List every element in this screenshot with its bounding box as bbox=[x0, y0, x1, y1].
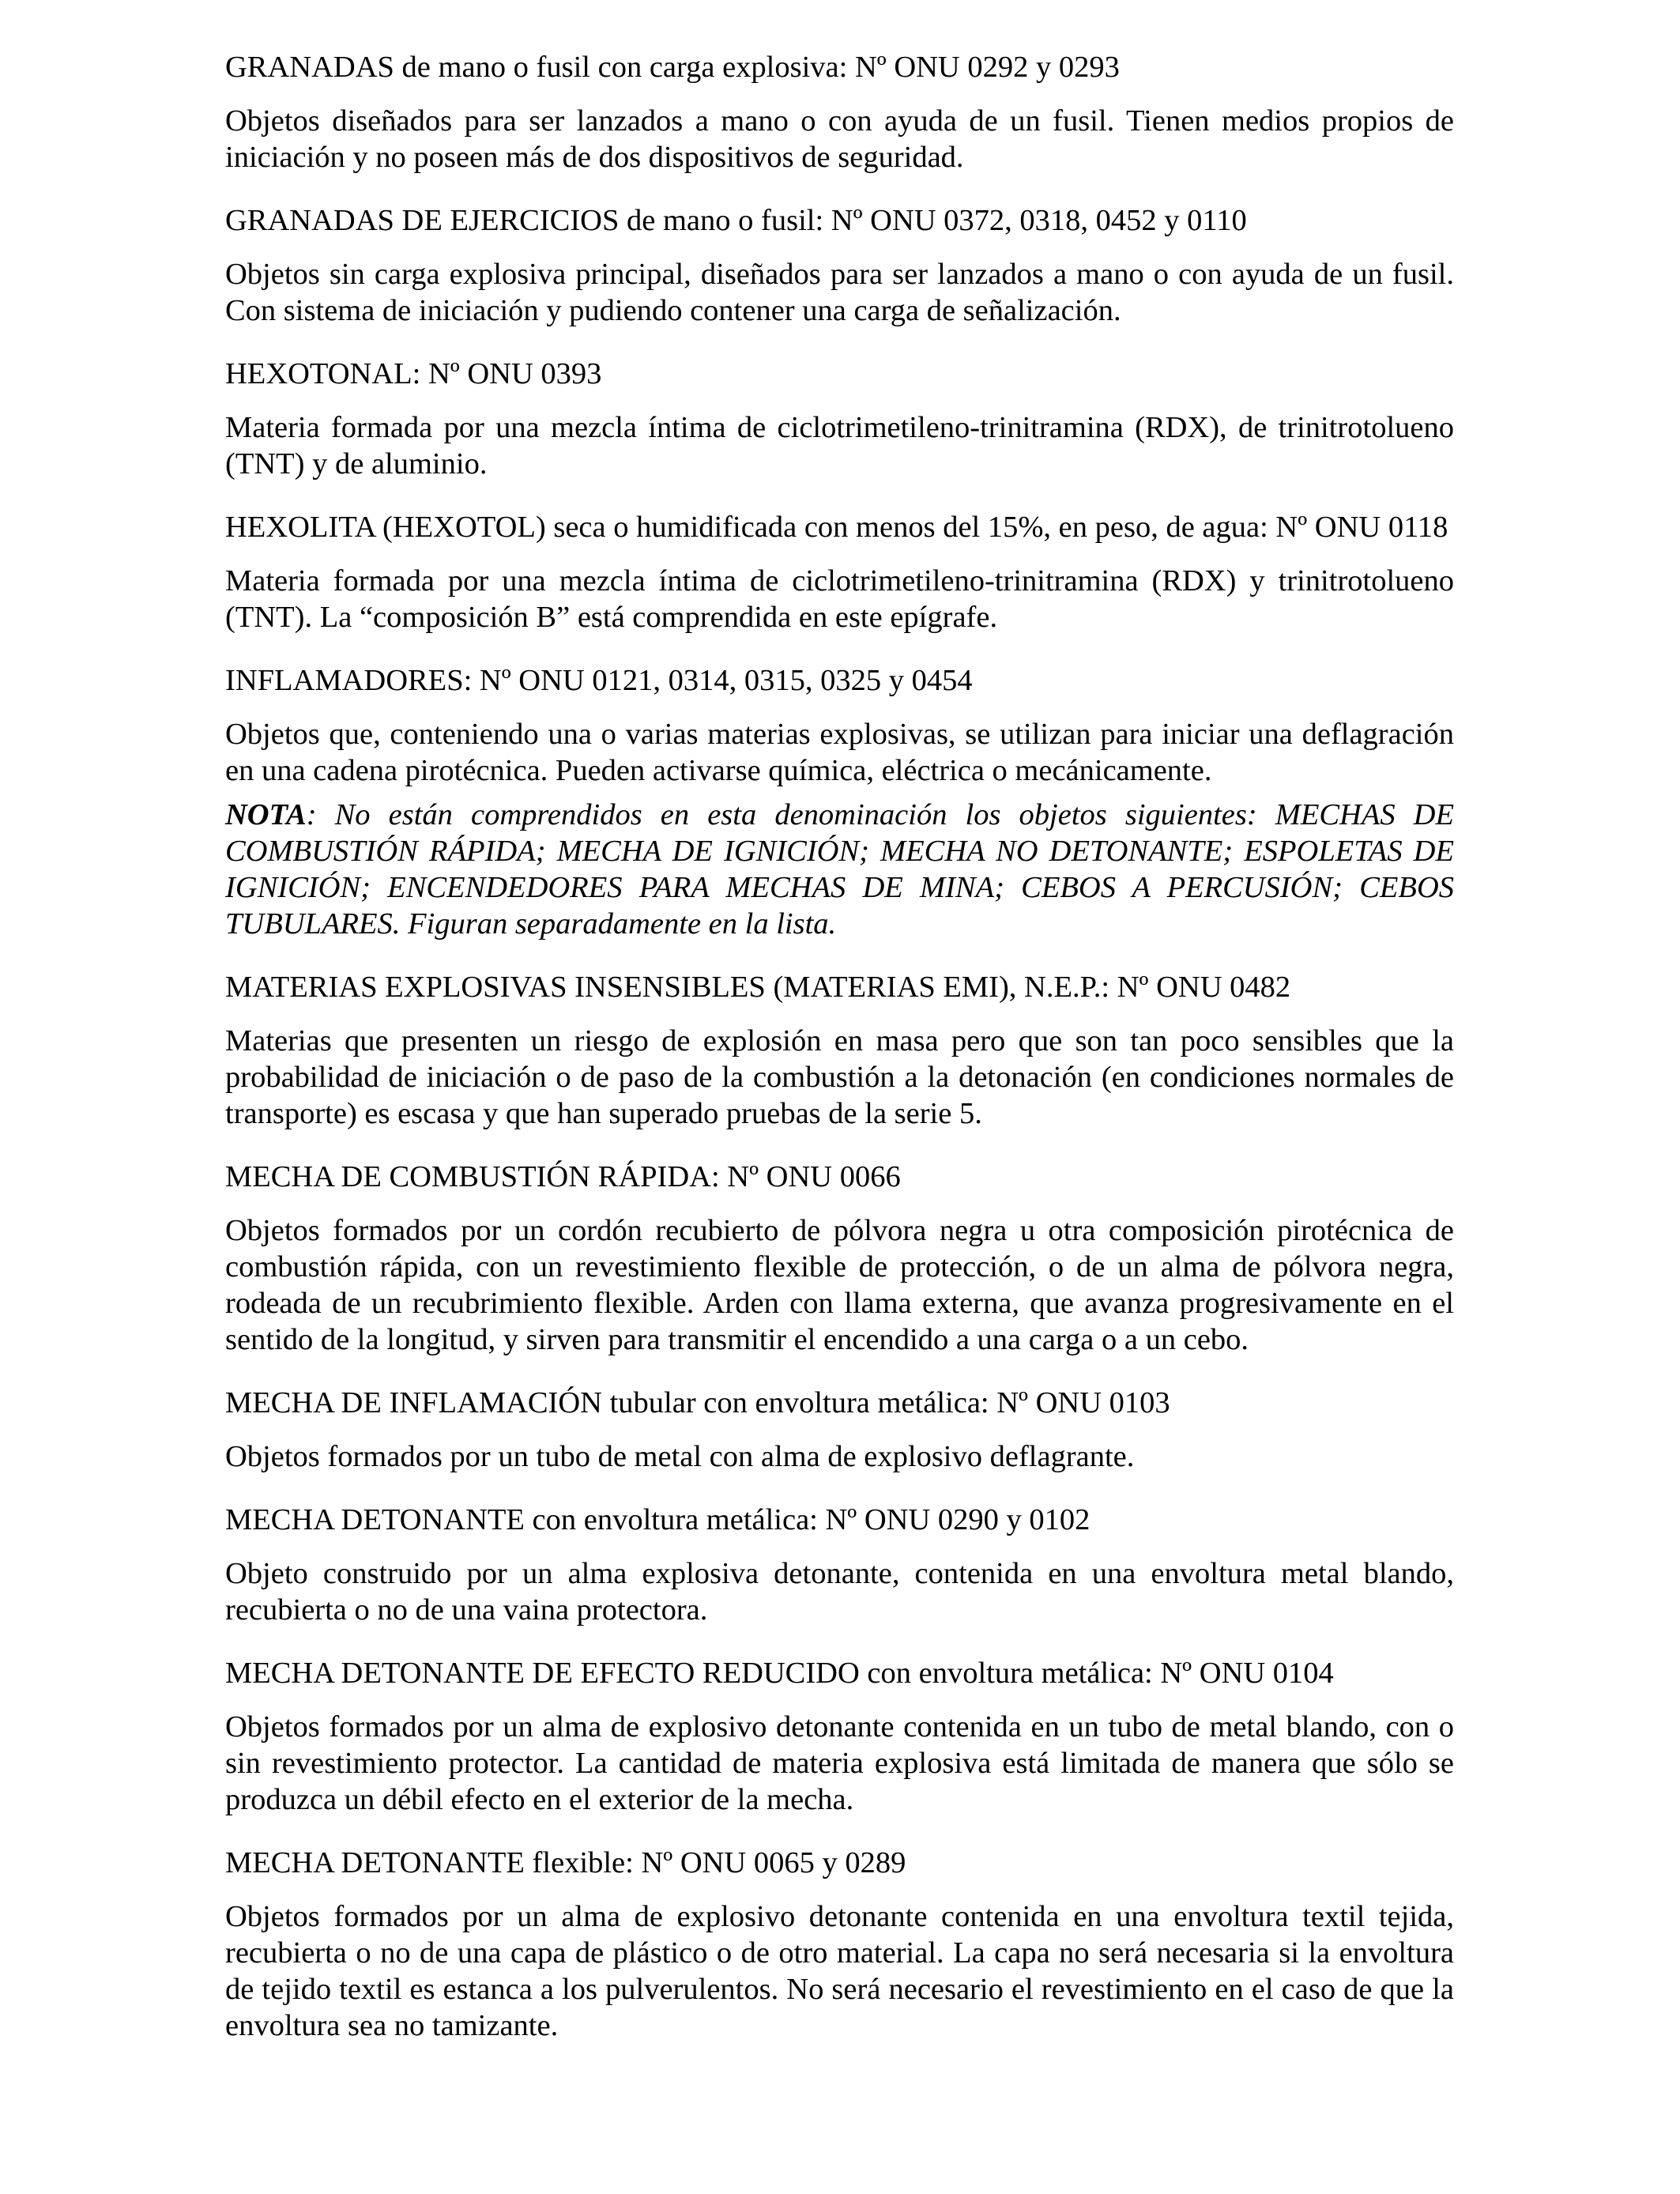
entry-description: Objetos formados por un cordón recubierto de pólvora negra u otra composición pirotécnica de combustión rápida, con un revestimiento flexible de protección, o de un alma de pólvora negra, rodeada de un recubrimiento flexible. Arden con llama externa, que avanza progresivamente en el sentido de la longitud, y sirven para transmitir el encendido a una carga o a un cebo. bbox=[225, 1214, 1454, 1356]
note-label: NOTA bbox=[225, 798, 307, 831]
entry-description: Objetos diseñados para ser lanzados a mano o con ayuda de un fusil. Tienen medios propios de iniciación y no poseen más de dos dispositivos de seguridad. bbox=[225, 104, 1454, 174]
entry-note bbox=[225, 797, 1454, 942]
entry-description: Objetos formados por un alma de explosivo detonante contenida en un tubo de metal blando, con o sin revestimiento protector. La cantidad de materia explosiva está limitada de manera que sólo se produzca un débil efecto en el exterior de la mecha. bbox=[225, 1710, 1454, 1816]
entry-heading: MATERIAS EXPLOSIVAS INSENSIBLES (MATERIAS EMI), N.E.P.: Nº ONU 0482 bbox=[225, 971, 1291, 1004]
entry-hexolita bbox=[225, 509, 1454, 635]
entry-mecha-inflamacion bbox=[225, 1385, 1454, 1475]
entry-heading: MECHA DETONANTE con envoltura metálica: Nº ONU 0290 y 0102 bbox=[225, 1503, 1090, 1536]
note-text: : No están comprendidos en esta denominación los objetos siguientes: MECHAS DE COMBUSTIÓN RÁPIDA; MECHA DE IGNICIÓN; MECHA NO DETONANTE; ESPOLETAS DE IGNICIÓN; ENCENDEDORES PARA MECHAS DE MINA; CEBOS A PERCUSIÓN; CEBOS TUBULARES. Figuran separadamente en la lista. bbox=[225, 798, 1454, 941]
entry-mecha-detonante-flexible bbox=[225, 1845, 1454, 2044]
entry-description: Materia formada por una mezcla íntima de ciclotrimetileno-trinitramina (RDX), de trinitrotolueno (TNT) y de aluminio. bbox=[225, 411, 1454, 481]
entry-materias-emi bbox=[225, 969, 1454, 1132]
entry-granadas bbox=[225, 49, 1454, 175]
entry-heading: INFLAMADORES: Nº ONU 0121, 0314, 0315, 0325 y 0454 bbox=[225, 664, 973, 697]
entry-hexotonal bbox=[225, 356, 1454, 482]
entry-description: Materia formada por una mezcla íntima de ciclotrimetileno-trinitramina (RDX) y trinitrotolueno (TNT). La “composición B” está comprendida en este epígrafe. bbox=[225, 564, 1454, 634]
document-page bbox=[225, 49, 1454, 2071]
entry-heading: GRANADAS de mano o fusil con carga explosiva: Nº ONU 0292 y 0293 bbox=[225, 51, 1120, 84]
entry-description: Objetos formados por un alma de explosivo detonante contenida en una envoltura textil tejida, recubierta o no de una capa de plástico o de otro material. La capa no será necesaria si la envoltura de tejido textil es estanca a los pulverulentos. No será necesario el revestimiento en el caso de que la envoltura sea no tamizante. bbox=[225, 1900, 1454, 2042]
entry-description: Objetos que, conteniendo una o varias materias explosivas, se utilizan para iniciar una deflagración en una cadena pirotécnica. Pueden activarse química, eléctrica o mecánicamente. bbox=[225, 718, 1454, 787]
entry-inflamadores bbox=[225, 662, 1454, 942]
entry-granadas-ejercicios bbox=[225, 202, 1454, 329]
entry-mecha-combustion-rapida bbox=[225, 1159, 1454, 1358]
entry-heading: MECHA DETONANTE flexible: Nº ONU 0065 y 0289 bbox=[225, 1846, 906, 1879]
entry-heading: MECHA DETONANTE DE EFECTO REDUCIDO con envoltura metálica: Nº ONU 0104 bbox=[225, 1657, 1334, 1690]
entry-description: Objeto construido por un alma explosiva detonante, contenida en una envoltura metal blando, recubierta o no de una vaina protectora. bbox=[225, 1557, 1454, 1627]
entry-heading: MECHA DE INFLAMACIÓN tubular con envoltura metálica: Nº ONU 0103 bbox=[225, 1386, 1170, 1419]
entry-mecha-detonante-efecto-reducido bbox=[225, 1655, 1454, 1818]
entry-mecha-detonante-metalica bbox=[225, 1502, 1454, 1628]
entry-heading: HEXOLITA (HEXOTOL) seca o humidificada con menos del 15%, en peso, de agua: Nº ONU 0118 bbox=[225, 511, 1448, 544]
entry-heading: MECHA DE COMBUSTIÓN RÁPIDA: Nº ONU 0066 bbox=[225, 1160, 901, 1193]
entry-heading: GRANADAS DE EJERCICIOS de mano o fusil: Nº ONU 0372, 0318, 0452 y 0110 bbox=[225, 204, 1247, 237]
entry-heading: HEXOTONAL: Nº ONU 0393 bbox=[225, 357, 602, 390]
entry-description: Objetos formados por un tubo de metal con alma de explosivo deflagrante. bbox=[225, 1440, 1135, 1473]
entry-description: Materias que presenten un riesgo de explosión en masa pero que son tan poco sensibles que la probabilidad de iniciación o de paso de la combustión a la detonación (en condiciones normales de transporte) es escasa y que han superado pruebas de la serie 5. bbox=[225, 1024, 1454, 1130]
entry-description: Objetos sin carga explosiva principal, diseñados para ser lanzados a mano o con ayuda de un fusil. Con sistema de iniciación y pudiendo contener una carga de señalización. bbox=[225, 258, 1454, 327]
